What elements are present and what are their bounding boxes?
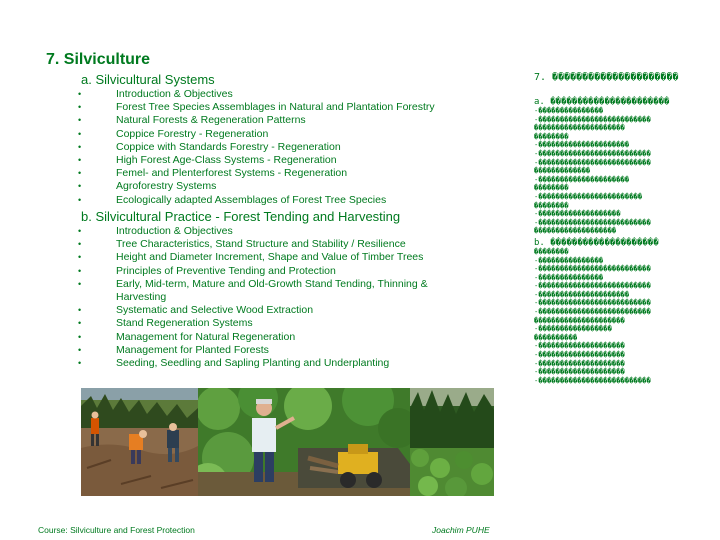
section-a-heading: a. Silvicultural Systems [81, 72, 215, 87]
photo-planting-workers [81, 388, 198, 496]
list-item: • Coppice Forestry - Regeneration [78, 128, 478, 141]
list-item: • High Forest Age-Class Systems - Regeneration [78, 154, 478, 167]
garbled-line: -�������������������������� [534, 114, 651, 124]
garbled-line: -�������������������������� [534, 148, 651, 158]
garbled-line: -�������������������������� [534, 375, 651, 385]
list-item: • Agroforestry Systems [78, 180, 478, 193]
garbled-line: -�������������������������� [534, 217, 651, 227]
garbled-line: -�������������������� [534, 367, 625, 377]
garbled-line: -�������������������������� [534, 281, 651, 291]
garbled-line: -��������������������� [534, 289, 630, 299]
garbled-line: �������� [534, 183, 569, 193]
list-item: • Forest Tree Species Assemblages in Natural and Plantation Forestry [78, 101, 478, 114]
garbled-line: -��������������������� [534, 140, 630, 150]
garbled-subheading-b: b. �������������������� [534, 237, 659, 248]
list-item: • Systematic and Selective Wood Extraction [78, 304, 478, 317]
garbled-line: ������������� [534, 166, 591, 176]
section-b-list [78, 225, 478, 370]
garbled-line: ��������������������� [534, 315, 625, 325]
list-item: • Ecologically adapted Assemblages of Forest Tree Species [78, 194, 478, 207]
garbled-line: -������������������� [534, 209, 621, 219]
photo-forester-machinery [198, 388, 410, 496]
garbled-line: -�������������������� [534, 358, 625, 368]
garbled-line: �������� [534, 131, 569, 141]
list-item: • Seeding, Seedling and Sapling Planting and Underplanting [78, 357, 478, 370]
garbled-line: -��������������� [534, 255, 604, 265]
photo-young-forest [410, 388, 494, 496]
list-item: • Tree Characteristics, Stand Structure and Stability / Resilience [78, 238, 478, 251]
section-b-heading: b. Silvicultural Practice - Forest Tending and Harvesting [81, 209, 401, 224]
garbled-subheading-a: a. ���������������������� [534, 97, 670, 107]
list-item: • Early, Mid-term, Mature and Old-Growth Stand Tending, Thinning & Harvesting [78, 278, 478, 304]
garbled-line: ��������������������� [534, 123, 625, 133]
garbled-line: -��������������������� [534, 174, 630, 184]
garbled-line: -�������������������� [534, 350, 625, 360]
garbled-line: ���������� [534, 332, 578, 342]
garbled-line: -������������������������ [534, 191, 643, 201]
list-item: • Natural Forests & Regeneration Patterns [78, 114, 478, 127]
garbled-line: �������� [534, 200, 569, 210]
list-item: • Introduction & Objectives [78, 88, 478, 101]
garbled-outline-panel [534, 72, 720, 385]
garbled-line: -��������������� [534, 272, 604, 282]
list-item: • Management for Planted Forests [78, 344, 478, 357]
list-item: • Principles of Preventive Tending and Protection [78, 265, 478, 278]
list-item: • Height and Diameter Increment, Shape and Value of Timber Trees [78, 251, 478, 264]
garbled-line: -��������������� [534, 106, 604, 115]
slide-title: 7. Silviculture [46, 51, 151, 68]
garbled-line: -�������������������������� [534, 264, 651, 274]
garbled-line: -����������������� [534, 324, 612, 334]
section-a-list [78, 88, 478, 207]
list-item: • Introduction & Objectives [78, 225, 478, 238]
garbled-line: �������� [534, 246, 569, 256]
garbled-title: 7. ��������������������� [534, 72, 679, 83]
list-item: • Stand Regeneration Systems [78, 317, 478, 330]
footer-course: Course: Silviculture and Forest Protection [38, 525, 195, 535]
list-item: • Management for Natural Regeneration [78, 331, 478, 344]
garbled-line: -�������������������������� [534, 298, 651, 308]
footer-author: Joachim PUHE [432, 525, 490, 535]
garbled-line: -�������������������������� [534, 307, 651, 317]
list-item: • Femel- and Plenterforest Systems - Regeneration [78, 167, 478, 180]
garbled-line: -�������������������������� [534, 157, 651, 167]
garbled-line: ������������������� [534, 226, 617, 236]
garbled-line: -�������������������� [534, 341, 625, 351]
list-item: • Coppice with Standards Forestry - Regeneration [78, 141, 478, 154]
